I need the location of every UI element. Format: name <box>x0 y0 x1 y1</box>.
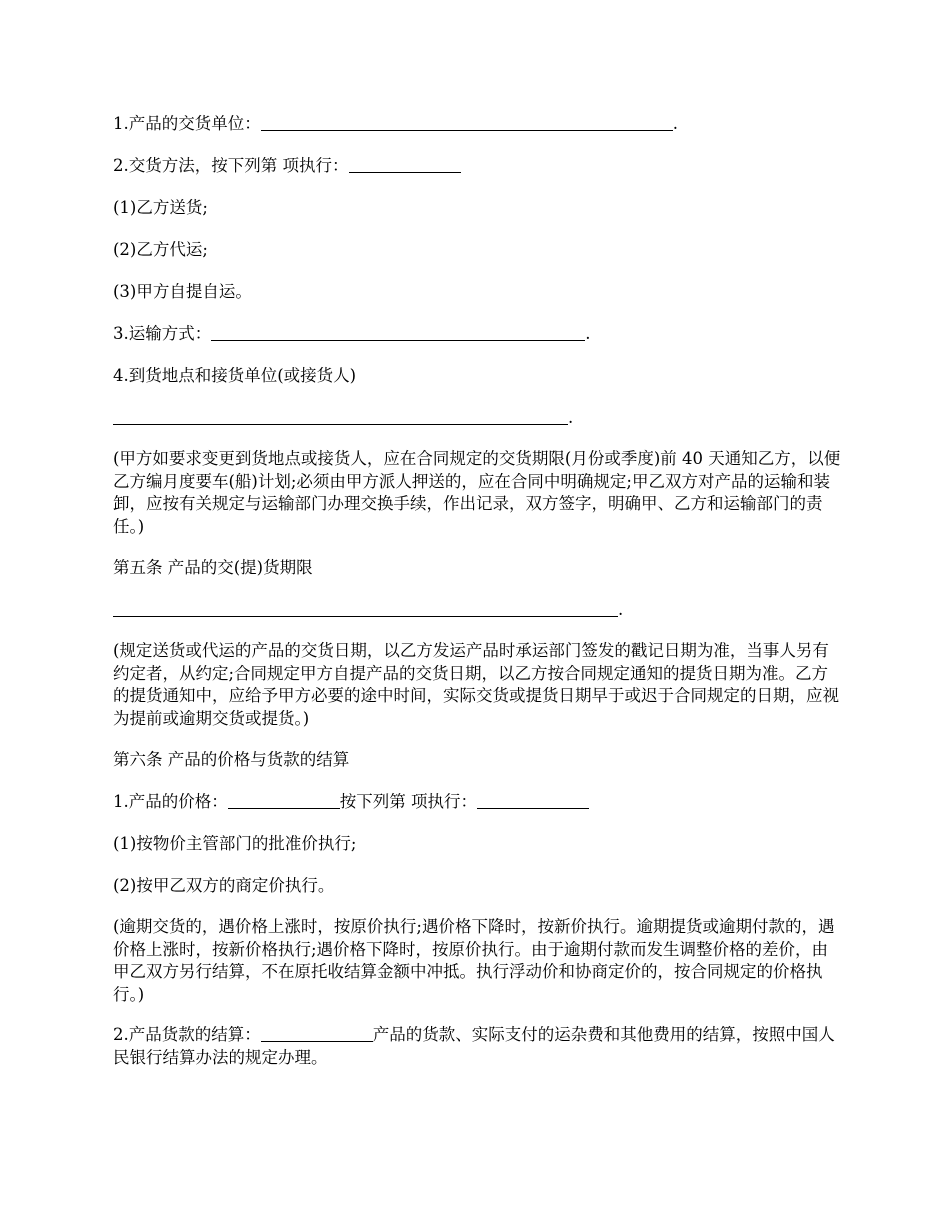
delivery-option-2: (2)乙方代运; <box>113 240 208 259</box>
article-5-note: (规定送货或代运的产品的交货日期，以乙方发运产品时承运部门签发的戳记日期为准，当事人另有约定者，从约定;合同规定甲方自提产品的交货日期，以乙方按合同规定通知的提货日期为准。乙方的提货通知中，应给予甲方必要的途中时间，实际交货或提货日期早于或迟于合同规定的日期，应视为提前或逾期交货或提货。) <box>113 641 839 728</box>
article-5-blank[interactable] <box>113 600 618 617</box>
delivery-unit-line <box>113 112 843 136</box>
article-6-title: 第六条 产品的价格与货款的结算 <box>113 750 350 769</box>
price-option-blank[interactable] <box>477 792 589 809</box>
price-option-2: (2)按甲乙双方的商定价执行。 <box>113 876 335 895</box>
contract-page <box>113 112 843 1087</box>
article-5-blank-line <box>113 598 843 622</box>
settlement-label: 2.产品货款的结算： <box>113 1025 261 1044</box>
destination-blank[interactable] <box>113 408 568 425</box>
price-label: 1.产品的价格： <box>113 792 228 811</box>
delivery-option-3: (3)甲方自提自运。 <box>113 282 252 301</box>
settlement-blank[interactable] <box>261 1025 373 1042</box>
transport-label: 3.运输方式： <box>113 324 212 343</box>
settlement-paragraph <box>113 1024 843 1069</box>
delivery-option-1: (1)乙方送货; <box>113 198 208 217</box>
delivery-method-label: 2.交货方法，按下列第 项执行： <box>113 156 349 175</box>
delivery-note: (甲方如要求变更到货地点或接货人，应在合同规定的交货期限(月份或季度)前 40 天通知乙方，以便乙方编月度要车(船)计划;必须由甲方派人押送的，应在合同中明确规定;甲乙双方对产品的运输和装卸，应按有关规定与运输部门办理交换手续，作出记录，双方签字，明确甲、乙方和运输部门的责任。) <box>113 449 841 536</box>
destination-blank-line <box>113 406 843 430</box>
destination-end: . <box>568 408 574 427</box>
price-blank[interactable] <box>228 792 340 809</box>
transport-line <box>113 322 843 346</box>
price-option-1: (1)按物价主管部门的批准价执行; <box>113 834 357 853</box>
article-5-title: 第五条 产品的交(提)货期限 <box>113 558 313 577</box>
article-5-end: . <box>618 600 624 619</box>
price-note: (逾期交货的，遇价格上涨时，按原价执行;遇价格下降时，按新价执行。逾期提货或逾期付款的，遇价格上涨时，按新价格执行;遇价格下降时，按原价执行。由于逾期付款而发生调整价格的差价，由甲乙双方另行结算，不在原托收结算金额中冲抵。执行浮动价和协商定价的，按合同规定的价格执行。) <box>113 917 835 1004</box>
delivery-method-line <box>113 154 843 178</box>
price-line <box>113 790 843 814</box>
delivery-method-blank[interactable] <box>349 156 461 173</box>
price-mid: 按下列第 项执行： <box>339 792 477 811</box>
transport-end: . <box>585 324 591 343</box>
settlement-text: 产品的货款、实际支付的运杂费和其他费用的结算，按照中国人民银行结算办法的规定办理。 <box>113 1025 835 1067</box>
delivery-unit-label: 1.产品的交货单位： <box>113 114 261 133</box>
destination-label: 4.到货地点和接货单位(或接货人) <box>113 366 357 385</box>
delivery-unit-end: . <box>672 114 678 133</box>
transport-blank[interactable] <box>211 324 585 341</box>
delivery-unit-blank[interactable] <box>261 114 673 131</box>
